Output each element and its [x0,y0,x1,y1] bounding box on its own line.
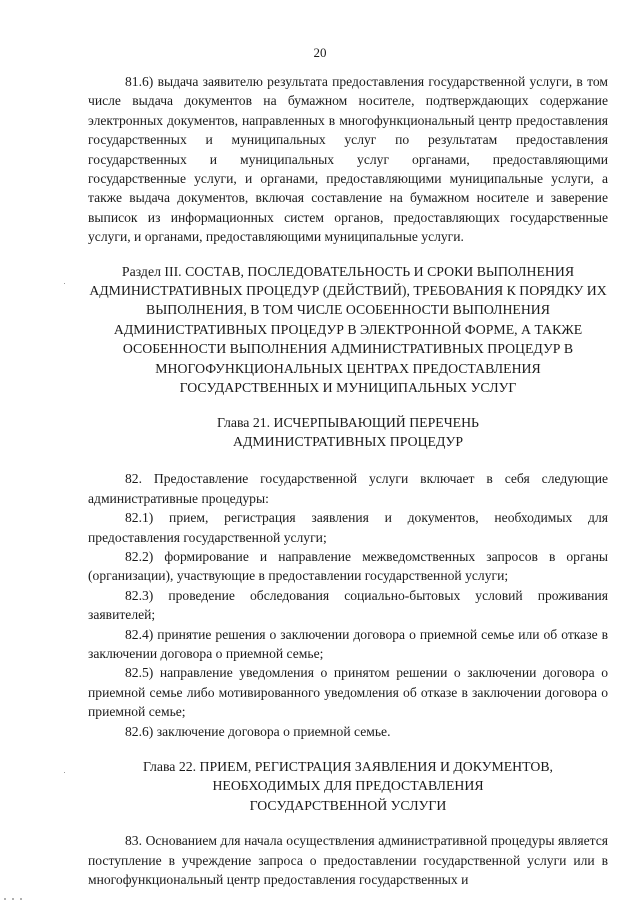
paragraph-81-6: 81.6) выдача заявителю результата предоставления государственной услуги, в том числе выдача документов на бумажном носителе, подтверждающих содержание электронных документов, направленных в многофункциональный центр предоставления государственных и муниципальных услуг по результатам предоставления государственных и муниципальных услуг органами, предоставляющими государственные услуги, и органами, предоставляющими муниципальные услуги, а также выдача документов, включая составление на бумажном носителе и заверение выписок из информационных систем органов, предоставляющих государственные услуги, и органами, предоставляющими муниципальные услуги. [88,74,608,245]
paragraph-83: 83. Основанием для начала осуществления административной процедуры является поступление в учреждение запроса о предоставлении государственной услуги или в многофункциональный центр предоставления государственных и [88,833,608,888]
paragraph-82-2: 82.2) формирование и направление межведомственных запросов в органы (организации), участвующие в предоставлении государственной услуги; [88,548,608,584]
chapter-21-title-line-2: АДМИНИСТРАТИВНЫХ ПРОЦЕДУР [232,433,463,449]
chapter-22-title-line-1: Глава 22. ПРИЕМ, РЕГИСТРАЦИЯ ЗАЯВЛЕНИЯ И ДОКУМЕНТОВ, [143,759,553,774]
paragraph-82: 82. Предоставление государственной услуги включает в себя следующие административные процедуры: [88,471,608,506]
paragraph-82-1: 82.1) прием, регистрация заявления и документов, необходимых для предоставления государственной услуги; [88,510,608,545]
page-number: 20 [313,45,327,60]
scan-edge-marks [0,898,640,900]
chapter-21-heading [88,413,608,452]
scan-speck [4,898,6,900]
paragraph-82-6: 82.6) заключение договора о приемной семье. [125,723,391,739]
chapter-22-title-line-3: ГОСУДАРСТВЕННОЙ УСЛУГИ [249,797,447,813]
paragraph-82-5: 82.5) направление уведомления о принятом решении о заключении договора о приемной семье либо мотивированного уведомления об отказе в заключении договора о приемной семье; [88,665,608,720]
chapter-22-title-line-2: НЕОБХОДИМЫХ ДЛЯ ПРЕДОСТАВЛЕНИЯ [212,778,484,794]
chapter-21-title-line-1: Глава 21. ИСЧЕРПЫВАЮЩИЙ ПЕРЕЧЕНЬ [217,414,479,430]
scan-speck [12,898,14,900]
scan-speck [64,283,65,284]
chapter-22-heading [88,757,608,815]
document-body [88,72,608,889]
scan-speck [64,772,65,773]
section-3-heading: Раздел III. СОСТАВ, ПОСЛЕДОВАТЕЛЬНОСТЬ И СРОКИ ВЫПОЛНЕНИЯ АДМИНИСТРАТИВНЫХ ПРОЦЕДУР (ДЕЙСТВИЙ), ТРЕБОВАНИЯ К ПОРЯДКУ ИХ ВЫПОЛНЕНИЯ, В ТОМ ЧИСЛЕ ОСОБЕННОСТИ ВЫПОЛНЕНИЯ АДМИНИСТРАТИВНЫХ ПРОЦЕДУР В ЭЛЕКТРОННОЙ ФОРМЕ, А ТАКЖЕ ОСОБЕННОСТИ ВЫПОЛНЕНИЯ АДМИНИСТРАТИВНЫХ ПРОЦЕДУР В МНОГОФУНКЦИОНАЛЬНЫХ ЦЕНТРАХ ПРЕДОСТАВЛЕНИЯ ГОСУДАРСТВЕННЫХ И МУНИЦИПАЛЬНЫХ УСЛУГ [89,263,607,396]
scan-speck [20,898,22,900]
paragraph-82-3: 82.3) проведение обследования социально-бытовых условий проживания заявителей; [88,587,608,623]
paragraph-82-4: 82.4) принятие решения о заключении договора о приемной семье или об отказе в заключении договора о приемной семье; [88,626,608,661]
